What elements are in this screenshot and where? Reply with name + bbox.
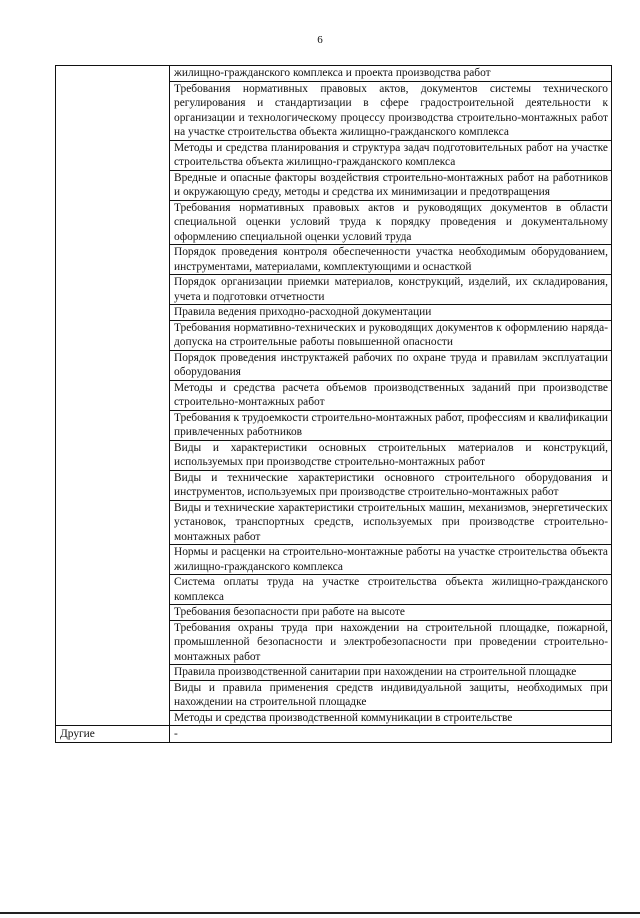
requirements-table [55,65,612,743]
page-number: 6 [317,34,323,46]
table-row [56,66,612,82]
other-value: - [170,726,612,743]
requirement-item: Виды и характеристики основных строительных материалов и конструкций, используемых при производстве строительно-монтажных работ [170,440,612,470]
requirement-item: Правила производственной санитарии при нахождении на строительной площадке [170,665,612,681]
section-label-cell [56,66,170,726]
requirement-item: жилищно-гражданского комплекса и проекта производства работ [170,66,612,82]
requirement-item: Виды и правила применения средств индивидуальной защиты, необходимых при нахождении на строительной площадке [170,680,612,710]
requirement-item: Методы и средства планирования и структура задач подготовительных работ на участке строительства объекта жилищно-гражданского комплекса [170,140,612,170]
requirement-item: Требования к трудоемкости строительно-монтажных работ, профессиям и квалификации привлеченных работников [170,410,612,440]
requirement-item: Система оплаты труда на участке строительства объекта жилищно-гражданского комплекса [170,575,612,605]
requirement-item: Методы и средства производственной коммуникации в строительстве [170,710,612,726]
requirement-item: Порядок проведения контроля обеспеченности участка необходимым оборудованием, инструментами, материалами, комплектующими и оснасткой [170,245,612,275]
other-label: Другие [56,726,170,743]
requirement-item: Требования охраны труда при нахождении на строительной площадке, пожарной, промышленной безопасности и электробезопасности при проведении строительно-монтажных работ [170,620,612,665]
requirement-item: Нормы и расценки на строительно-монтажные работы на участке строительства объекта жилищно-гражданского комплекса [170,545,612,575]
requirement-item: Правила ведения приходно-расходной документации [170,305,612,321]
requirement-item: Методы и средства расчета объемов производственных заданий при производстве строительно-монтажных работ [170,380,612,410]
requirement-item: Вредные и опасные факторы воздействия строительно-монтажных работ на работников и окружающую среду, методы и средства их минимизации и предотвращения [170,170,612,200]
requirement-item: Требования нормативных правовых актов и руководящих документов в области специальной оценки условий труда к порядку проведения и документальному оформлению специальной оценки условий труда [170,200,612,245]
table-row-other [56,726,612,743]
requirement-item: Виды и технические характеристики строительных машин, механизмов, энергетических установок, транспортных средств, используемых при производстве строительно-монтажных работ [170,500,612,545]
requirement-item: Требования нормативных правовых актов, документов системы технического регулирования и стандартизации в сфере градостроительной деятельности к организации и технологическому процессу производства строительно-монтажных работ на участке строительства объекта жилищно-гражданского комплекса [170,81,612,140]
page-bottom-rule [0,912,640,914]
requirement-item: Виды и технические характеристики основного строительного оборудования и инструментов, используемых при производстве строительно-монтажных работ [170,470,612,500]
requirement-item: Порядок организации приемки материалов, конструкций, изделий, их складирования, учета и подготовки отчетности [170,275,612,305]
requirements-table-body [56,66,612,743]
requirement-item: Требования нормативно-технических и руководящих документов к оформлению наряда-допуска на строительные работы повышенной опасности [170,320,612,350]
requirement-item: Требования безопасности при работе на высоте [170,605,612,621]
requirement-item: Порядок проведения инструктажей рабочих по охране труда и правилам эксплуатации оборудования [170,350,612,380]
